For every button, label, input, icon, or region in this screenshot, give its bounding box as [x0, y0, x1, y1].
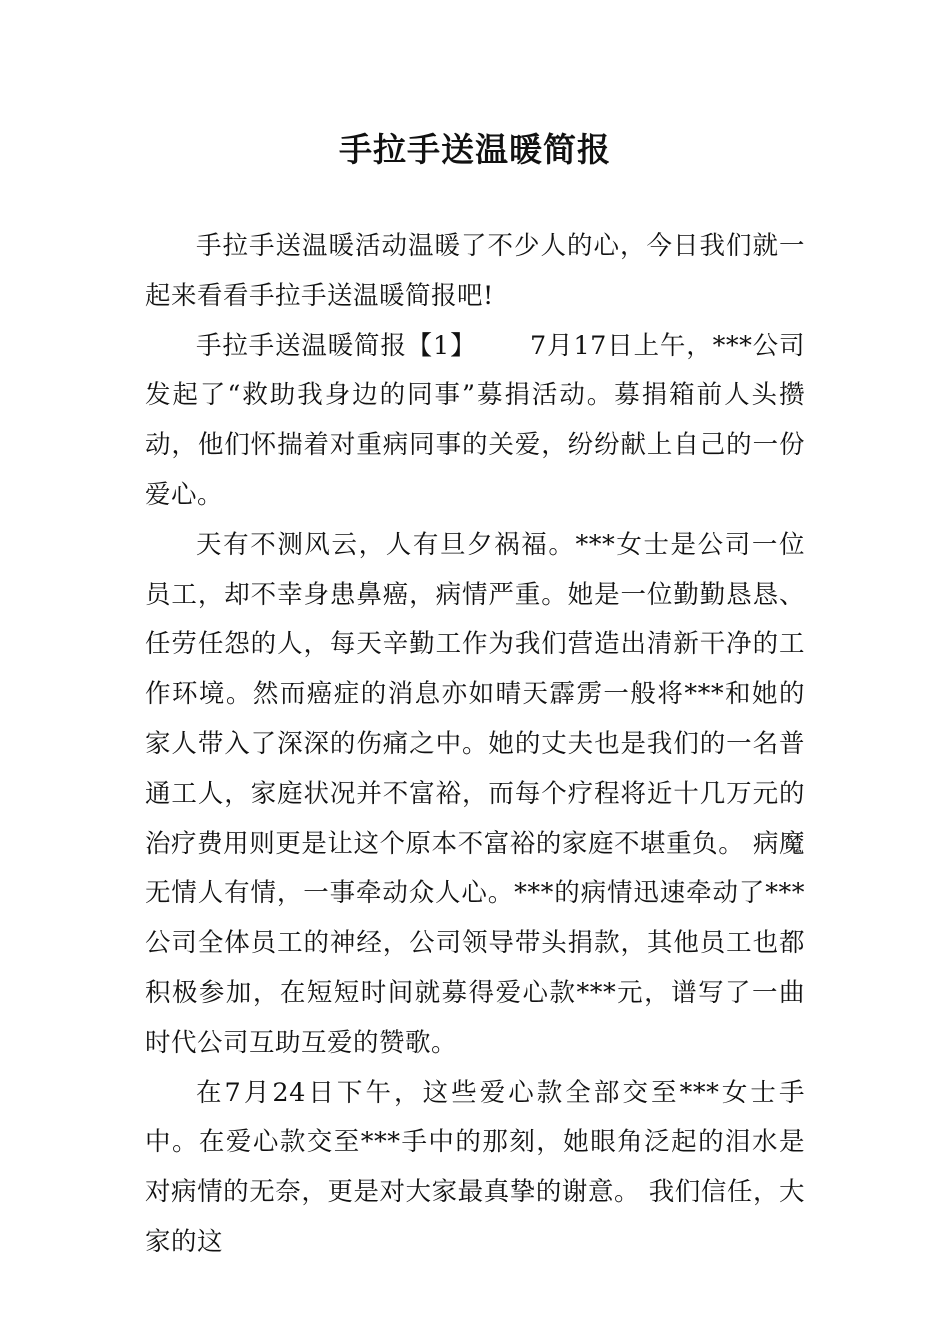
document-title: 手拉手送温暖简报: [339, 130, 611, 169]
paragraph-briefing-1: 手拉手送温暖简报【1】 7月17日上午，***公司发起了“救助我身边的同事”募捐活动。募捐箱前人头攒动，他们怀揣着对重病同事的关爱，纷纷献上自己的一份爱心。: [145, 330, 805, 510]
document-body: [145, 222, 805, 1268]
paragraph-intro: 手拉手送温暖活动温暖了不少人的心，今日我们就一起来看看手拉手送温暖简报吧!: [145, 231, 805, 311]
paragraph-donation: 在7月24日下午，这些爱心款全部交至***女士手中。在爱心款交至***手中的那刻，她眼角泛起的泪水是对病情的无奈，更是对大家最真挚的谢意。 我们信任，大家的这: [145, 1077, 805, 1257]
paragraph-story: 天有不测风云，人有旦夕祸福。***女士是公司一位员工，却不幸身患鼻癌，病情严重。她是一位勤勤恳恳、任劳任怨的人，每天辛勤工作为我们营造出清新干净的工作环境。然而癌症的消息亦如晴天霹雳一般将***和她的家人带入了深深的伤痛之中。她的丈夫也是我们的一名普通工人，家庭状况并不富裕，而每个疗程将近十几万元的治疗费用则更是让这个原本不富裕的家庭不堪重负。 病魔无情人有情，一事牵动众人心。***的病情迅速牵动了***公司全体员工的神经，公司领导带头捐款，其他员工也都积极参加，在短短时间就募得爱心款***元，谱写了一曲时代公司互助互爱的赞歌。: [145, 529, 805, 1058]
